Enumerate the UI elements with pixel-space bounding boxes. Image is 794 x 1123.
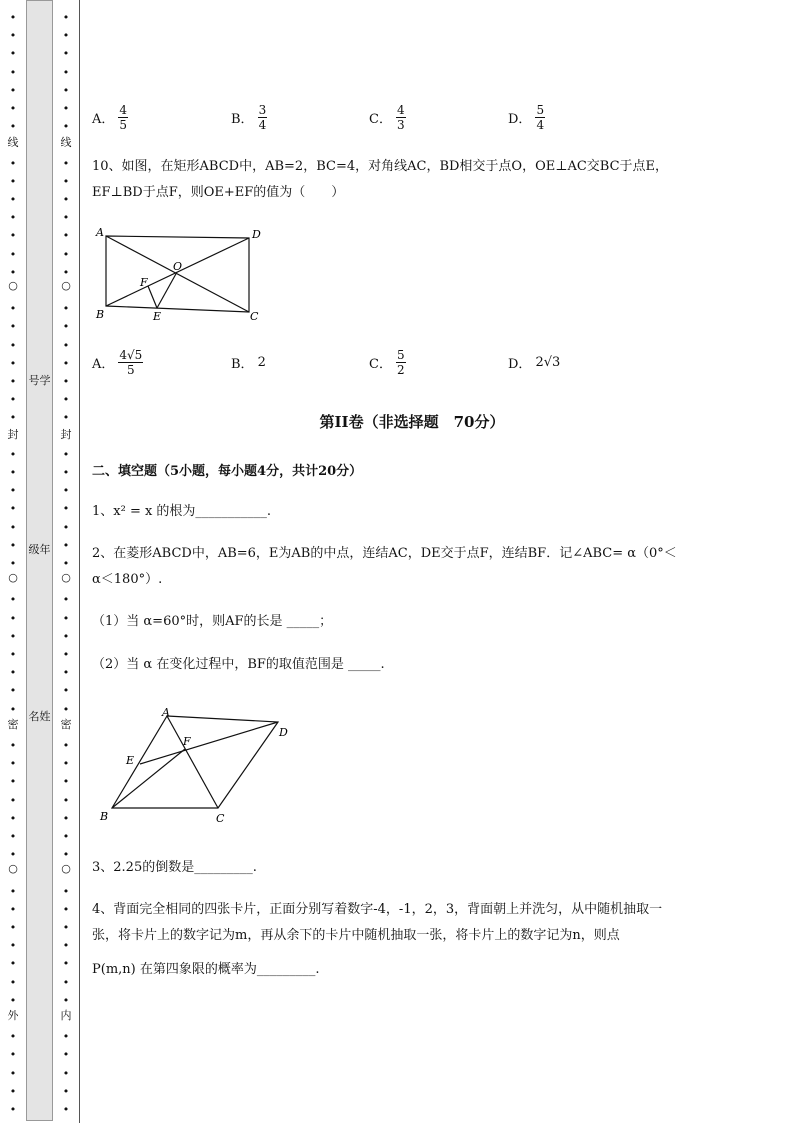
binding-dot: • <box>62 629 70 643</box>
binding-dot: • <box>9 957 17 971</box>
binding-dot: • <box>62 375 70 388</box>
option-label: D． <box>508 111 532 127</box>
part2-title: 第II卷（非选择题 70分） <box>319 413 505 431</box>
binding-mark: ○ <box>8 862 18 875</box>
fraction <box>118 103 128 132</box>
fill-q2-line2: α＜180°）. <box>92 572 163 587</box>
binding-dot: • <box>9 193 17 206</box>
numerator: 5 <box>536 102 545 117</box>
vertex-label-d: D <box>279 726 288 739</box>
binding-dot: • <box>62 29 70 43</box>
binding-dot: • <box>9 447 17 461</box>
binding-dot: • <box>9 47 17 61</box>
binding-dot: • <box>62 1084 70 1098</box>
binding-dot: • <box>62 447 70 461</box>
q10-stem-line2: EF⊥BD于点F，则OE+EF的值为（ ） <box>92 185 345 200</box>
binding-dot: • <box>62 65 70 79</box>
strip-label-name: 名姓 <box>28 710 51 723</box>
q10-option-b <box>231 345 266 379</box>
vertex-label-b: B <box>100 810 109 823</box>
binding-dot: • <box>9 848 17 862</box>
binding-dot: • <box>62 83 70 97</box>
point-label-f: F <box>140 276 148 289</box>
binding-dot: • <box>62 174 70 188</box>
numerator: 3 <box>258 102 267 117</box>
binding-dot: • <box>62 757 70 771</box>
denominator: 3 <box>396 117 405 132</box>
binding-dot: • <box>9 830 17 843</box>
denominator: 5 <box>119 117 128 132</box>
binding-dot: • <box>9 684 17 698</box>
binding-dot: • <box>62 193 70 206</box>
binding-dot: • <box>62 739 70 752</box>
binding-dot: • <box>62 884 70 898</box>
binding-dot: • <box>62 11 70 24</box>
binding-mark: 密 <box>7 718 19 731</box>
fill-q1: 1、x² = x 的根为___________. <box>92 504 272 519</box>
vertex-label-c: C <box>250 310 259 323</box>
binding-dot: • <box>9 83 17 97</box>
binding-dot: • <box>9 739 17 752</box>
point-label-e: E <box>126 754 135 767</box>
denominator: 2 <box>396 362 405 377</box>
binding-dot: • <box>62 921 70 934</box>
binding-dot: • <box>62 811 70 825</box>
binding-dot: • <box>9 229 17 243</box>
binding-dot: • <box>9 1066 17 1080</box>
binding-dot: • <box>9 811 17 825</box>
option-label: B． <box>231 111 254 127</box>
binding-dot: • <box>62 265 70 279</box>
binding-dot: • <box>62 557 70 570</box>
vertex-label-b: B <box>96 308 105 321</box>
fraction <box>396 348 406 377</box>
strip-label-number: 号学 <box>28 374 51 387</box>
option-label: C． <box>369 111 392 127</box>
binding-dot: • <box>9 993 17 1007</box>
binding-dot: • <box>62 848 70 862</box>
binding-dot: • <box>9 611 17 625</box>
point-label-o: O <box>173 260 183 273</box>
binding-dot: • <box>62 793 70 807</box>
binding-dot: • <box>9 975 17 989</box>
binding-dot: • <box>9 65 17 79</box>
point-label-e: E <box>153 310 162 323</box>
binding-dot: • <box>9 775 17 789</box>
q10-option-c <box>369 345 406 379</box>
rhombus-figure <box>92 704 302 829</box>
binding-gutter-outer <box>0 0 26 1123</box>
binding-dot: • <box>9 1030 17 1044</box>
binding-dot: • <box>9 174 17 188</box>
binding-dot: • <box>62 611 70 625</box>
vertex-label-a: A <box>96 226 104 239</box>
binding-dot: • <box>62 247 70 261</box>
binding-dot: • <box>9 338 17 352</box>
binding-dot: • <box>9 356 17 370</box>
binding-dot: • <box>9 466 17 479</box>
binding-dot: • <box>9 884 17 898</box>
binding-gutter-inner <box>53 0 80 1123</box>
fill-q3: 3、2.25的倒数是_________. <box>92 860 257 875</box>
q9-option-c <box>369 100 406 134</box>
fraction <box>396 103 406 132</box>
binding-dot: • <box>62 648 70 661</box>
binding-dot: • <box>62 1048 70 1062</box>
fill-q2-line1: 2、在菱形ABCD中，AB=6，E为AB的中点，连结AC，DE交于点F，连结BF．记∠ABC= α（0°＜ <box>92 546 677 561</box>
q10-option-d <box>508 345 560 379</box>
rectangle-figure <box>92 224 272 324</box>
binding-dot: • <box>62 684 70 698</box>
binding-dot: • <box>9 375 17 388</box>
fraction <box>535 103 545 132</box>
option-label: B． <box>231 356 254 372</box>
vertex-label-c: C <box>216 812 225 825</box>
binding-dot: • <box>62 902 70 916</box>
binding-dot: • <box>9 648 17 661</box>
binding-dot: • <box>62 156 70 170</box>
denominator: 4 <box>258 117 267 132</box>
binding-mark: 线 <box>7 136 19 149</box>
fill-q2-sub2: （2）当 α 在变化过程中，BF的取值范围是 _____. <box>92 657 385 672</box>
q10-stem-line1: 10、如图，在矩形ABCD中，AB=2，BC=4，对角线AC，BD相交于点O，OE⊥AC交BC于点E， <box>92 159 669 174</box>
binding-dot: • <box>9 320 17 334</box>
binding-dot: • <box>9 1048 17 1062</box>
binding-mark: ○ <box>8 279 18 292</box>
binding-dot: • <box>9 156 17 170</box>
binding-dot: • <box>62 593 70 607</box>
denominator: 4 <box>536 117 545 132</box>
binding-dot: • <box>62 211 70 225</box>
binding-dot: • <box>62 466 70 479</box>
binding-dot: • <box>9 11 17 24</box>
binding-dot: • <box>62 102 70 115</box>
binding-dot: • <box>9 502 17 516</box>
binding-dot: • <box>9 29 17 43</box>
fraction <box>118 348 143 377</box>
section-heading: 二、填空题（5小题，每小题4分，共计20分） <box>92 464 363 479</box>
binding-dot: • <box>62 975 70 989</box>
q9-option-b <box>231 100 267 134</box>
binding-dot: • <box>62 356 70 370</box>
binding-dot: • <box>9 247 17 261</box>
binding-mark: 外 <box>7 1009 19 1022</box>
point-label-f: F <box>183 735 191 748</box>
numerator: 4 <box>396 102 405 117</box>
student-info-strip <box>26 0 53 1121</box>
segment-bf <box>112 749 185 808</box>
vertex-label-d: D <box>252 228 261 241</box>
diagonal-ac <box>106 236 249 312</box>
binding-mark: 密 <box>60 718 72 731</box>
binding-dot: • <box>9 411 17 425</box>
diagonal-ac <box>167 716 218 808</box>
fill-q4-line1: 4、背面完全相同的四张卡片，正面分别写着数字-4，-1，2，3，背面朝上并洗匀，从中随机抽取一 <box>92 902 663 917</box>
binding-dot: • <box>62 338 70 352</box>
binding-mark: 封 <box>7 428 19 441</box>
binding-mark: 线 <box>60 136 72 149</box>
binding-dot: • <box>9 702 17 716</box>
segment-de <box>140 722 278 764</box>
binding-mark: 封 <box>60 428 72 441</box>
binding-dot: • <box>9 939 17 953</box>
binding-dot: • <box>62 538 70 552</box>
binding-dot: • <box>62 484 70 498</box>
binding-dot: • <box>9 557 17 570</box>
fill-q2-sub1: （1）当 α=60°时，则AF的长是 _____； <box>92 614 333 629</box>
binding-dot: • <box>9 302 17 316</box>
q9-option-d <box>508 100 545 134</box>
q10-options <box>92 345 652 379</box>
option-label: A． <box>92 111 115 127</box>
binding-mark: ○ <box>8 571 18 584</box>
binding-dot: • <box>62 302 70 316</box>
option-label: A． <box>92 356 115 372</box>
numerator: 5 <box>396 347 405 362</box>
binding-dot: • <box>9 265 17 279</box>
binding-dot: • <box>9 921 17 934</box>
binding-dot: • <box>62 957 70 971</box>
binding-dot: • <box>9 902 17 916</box>
binding-dot: • <box>62 502 70 516</box>
binding-dot: • <box>62 1103 70 1116</box>
binding-dot: • <box>9 593 17 607</box>
binding-dot: • <box>9 1103 17 1116</box>
option-value: 2√3 <box>535 354 561 370</box>
binding-dot: • <box>62 1066 70 1080</box>
option-label: C． <box>369 356 392 372</box>
numerator: 4√5 <box>119 347 143 362</box>
binding-dot: • <box>9 757 17 771</box>
binding-dot: • <box>9 666 17 680</box>
binding-dot: • <box>62 702 70 716</box>
binding-dot: • <box>9 484 17 498</box>
numerator: 4 <box>119 102 128 117</box>
binding-dot: • <box>9 1084 17 1098</box>
binding-dot: • <box>62 47 70 61</box>
vertex-label-a: A <box>162 706 170 719</box>
binding-mark: ○ <box>61 862 71 875</box>
binding-mark: ○ <box>61 279 71 292</box>
strip-label-grade: 级年 <box>28 543 51 556</box>
binding-dot: • <box>9 520 17 534</box>
option-value: 2 <box>257 354 266 370</box>
binding-dot: • <box>62 830 70 843</box>
q9-option-a <box>92 100 128 134</box>
fraction <box>258 103 268 132</box>
binding-dot: • <box>62 229 70 243</box>
binding-dot: • <box>9 120 17 134</box>
binding-dot: • <box>62 666 70 680</box>
binding-dot: • <box>62 775 70 789</box>
binding-mark: ○ <box>61 571 71 584</box>
binding-dot: • <box>9 629 17 643</box>
binding-dot: • <box>9 793 17 807</box>
q9-options <box>92 100 652 134</box>
binding-dot: • <box>9 211 17 225</box>
binding-dot: • <box>9 393 17 407</box>
binding-mark: 内 <box>60 1009 72 1022</box>
binding-dot: • <box>62 993 70 1007</box>
q10-option-a <box>92 345 143 379</box>
segment-ef <box>148 286 157 308</box>
binding-dot: • <box>9 538 17 552</box>
binding-dot: • <box>62 939 70 953</box>
fill-q4-line3: P(m,n) 在第四象限的概率为_________. <box>92 962 320 977</box>
binding-dot: • <box>62 320 70 334</box>
binding-dot: • <box>62 520 70 534</box>
binding-dot: • <box>62 393 70 407</box>
binding-dot: • <box>62 120 70 134</box>
binding-dot: • <box>9 102 17 115</box>
binding-dot: • <box>62 1030 70 1044</box>
fill-q4-line2: 张，将卡片上的数字记为m，再从余下的卡片中随机抽取一张，将卡片上的数字记为n，则点 <box>92 928 620 943</box>
denominator: 5 <box>127 362 135 377</box>
binding-dot: • <box>62 411 70 425</box>
option-label: D． <box>508 356 532 372</box>
